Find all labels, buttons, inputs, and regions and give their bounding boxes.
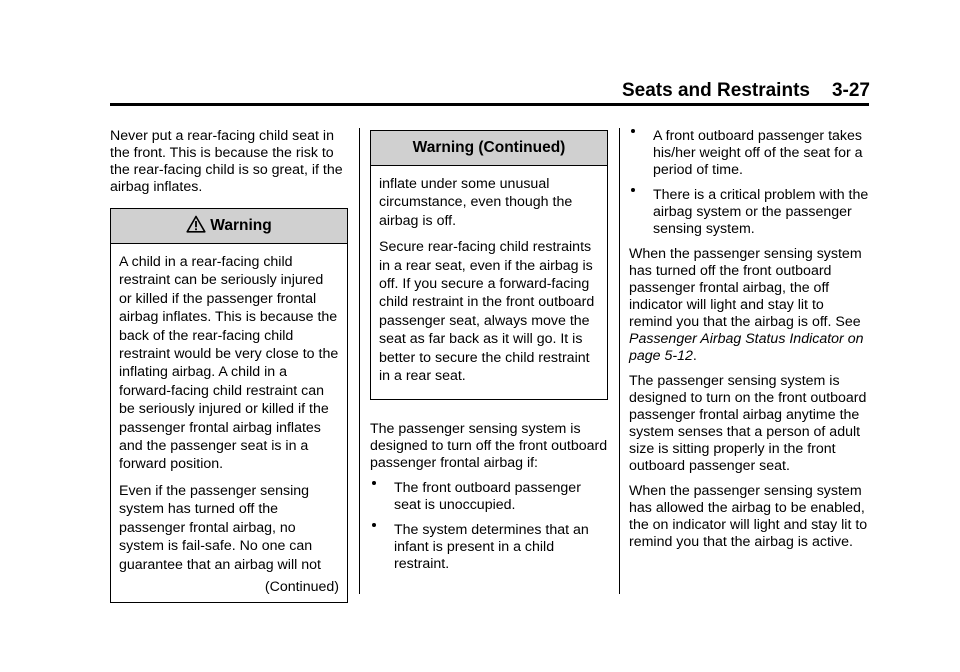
body-paragraph: The passenger sensing system is designed to turn on the front outboard passenger frontal airbag anytime the system senses that a person of adult size is sitting properly in the front outboard passenger seat. <box>629 373 867 474</box>
bullet-item: The system determines that an infant is present in a child restraint. <box>370 522 608 573</box>
bullet-list <box>629 128 869 238</box>
body-paragraph: The passenger sensing system is designed to turn off the front outboard passenger frontal airbag if: <box>370 421 608 472</box>
column-1 <box>110 128 348 603</box>
warning-header <box>111 209 347 244</box>
warning-title: Warning <box>210 217 272 234</box>
paragraph-end: . <box>692 348 697 364</box>
cross-reference-link[interactable]: Passenger Airbag Status Indicator on page 5-12 <box>629 331 864 364</box>
bullet-item: A front outboard passenger takes his/her weight off of the seat for a period of time. <box>629 128 869 179</box>
warning-paragraph: inflate under some unusual circumstance, even though the airbag is off. <box>379 176 573 229</box>
bullet-item: There is a critical problem with the airbag system or the passenger sensing system. <box>629 187 869 238</box>
intro-paragraph: Never put a rear-facing child seat in the front. This is because the risk to the rear-facing child is so great, if the airbag inflates. <box>110 128 343 195</box>
warning-paragraph: A child in a rear-facing child restraint can be seriously injured or killed if the passenger frontal airbag inflates. This is because the back of the rear-facing child restraint would be very close to the inflating airbag. A child in a forward-facing child restraint can be seriously injured or killed if the passenger frontal airbag inflates and the passenger seat is in a forward position. <box>119 254 339 473</box>
warning-paragraph: Secure rear-facing child restraints in a rear seat, even if the airbag is off. If you secure a forward-facing child restraint in the front outboard passenger seat, always move the seat as far back as it will go. It is better to secure the child restraint in a rear seat. <box>379 239 595 385</box>
warning-continued-header: Warning (Continued) <box>371 131 607 166</box>
body-paragraph: When the passenger sensing system has allowed the airbag to be enabled, the on indicator will light and stay lit to remind you that the airbag is active. <box>629 483 868 550</box>
bullet-item: The front outboard passenger seat is unoccupied. <box>370 480 608 514</box>
warning-paragraph: Even if the passenger sensing system has turned off the passenger frontal airbag, no system is fail-safe. No one can guarantee that an airbag will not <box>119 482 321 573</box>
continued-label: (Continued) <box>264 578 339 595</box>
warning-continued-box <box>370 130 608 400</box>
column-divider-1 <box>359 128 360 594</box>
warning-box <box>110 208 348 603</box>
bullet-list <box>370 480 608 573</box>
column-divider-2 <box>619 128 620 594</box>
body-paragraph <box>629 246 869 365</box>
paragraph-text: When the passenger sensing system has turned off the front outboard passenger frontal airbag, the off indicator will light and stay lit to remind you that the airbag is off. See <box>629 246 862 330</box>
header-rule <box>110 103 869 106</box>
column-3 <box>629 128 869 559</box>
page-number: 3-27 <box>831 80 870 101</box>
section-title: Seats and Restraints <box>622 80 810 101</box>
warning-body <box>111 244 347 602</box>
warning-continued-body <box>371 166 607 399</box>
warning-triangle-icon <box>186 212 206 246</box>
page-header <box>560 80 870 102</box>
column-2 <box>370 128 608 581</box>
